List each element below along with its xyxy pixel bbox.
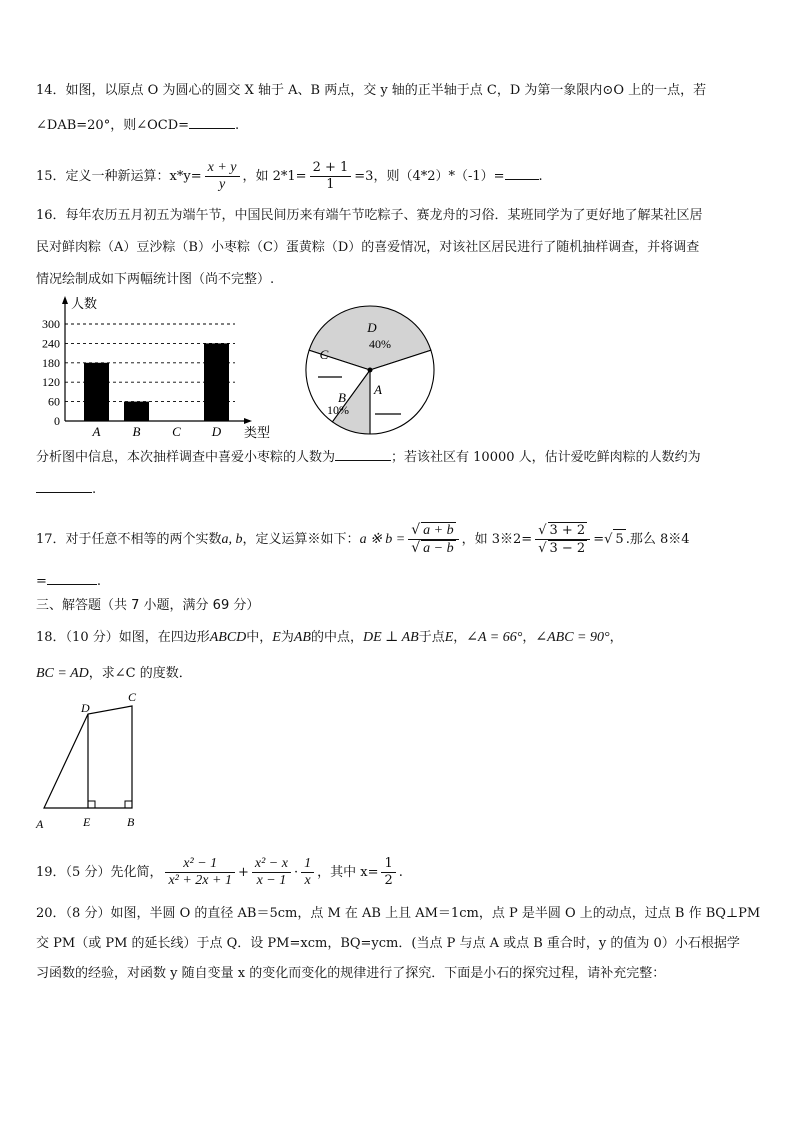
- q19-fraction-4: [381, 856, 395, 889]
- q14-line2: [36, 114, 239, 136]
- bar-chart-x-ticks: [92, 424, 222, 439]
- q14-line2-end: .: [235, 118, 240, 133]
- q16-answer-blank-2[interactable]: [36, 478, 92, 493]
- y-tick-label: 120: [42, 375, 60, 390]
- section-3-title: 三、解答题（共 7 小题，满分 69 分）: [36, 598, 260, 613]
- q14-answer-blank[interactable]: [189, 114, 235, 129]
- label-d: D: [81, 701, 90, 715]
- q17-answer-blank[interactable]: [47, 570, 97, 585]
- pie-label-A: A: [374, 382, 382, 397]
- label-b: B: [127, 815, 135, 829]
- q19-f2-den: x − 1: [256, 873, 287, 888]
- q17-def-fraction: $\frac{√ a + b}{√ a - b}$: [408, 522, 458, 557]
- x-tick-label: A: [92, 424, 101, 439]
- q16-question-line1: [36, 446, 701, 468]
- q19-pre: 19．（5 分）先化简，: [36, 865, 163, 880]
- q15-fraction-2: [310, 160, 352, 193]
- q19-f4-den: 2: [384, 873, 393, 888]
- q16-line1: 16．每年农历五月初五为端午节，中国民间历来有端午节吃粽子、赛龙舟的习俗．某班同学为了更好地了解某社区居: [36, 208, 703, 223]
- q19-f1-den: x² + 2x + 1: [168, 873, 232, 888]
- q18-t4: 于点: [418, 630, 445, 645]
- q15-mid: ，如 2*1=: [242, 169, 307, 184]
- pie-label-C: C: [319, 347, 329, 362]
- pie-label-B: B: [338, 390, 346, 405]
- q15-pre: 15．定义一种新运算：x*y=: [36, 169, 202, 184]
- q17-line1: 17．对于任意不相等的两个实数a, b，定义运算※如下：a ※ b = $\frac{√ a + b}{√ a - b}$ ，如 3※2= $\frac{√ 3 + 2}{√ 3 - 2}$ =√ 5 .那么 8※4: [36, 522, 690, 556]
- pie-percent-B: 10%: [327, 403, 349, 417]
- bar-B: [124, 402, 149, 421]
- q15-answer-blank[interactable]: [505, 165, 539, 180]
- q18-perp: DE ⊥ AB: [363, 630, 419, 645]
- q18-figure: [30, 688, 160, 834]
- q14-line1: 14．如图，以原点 O 为圆心的圆交 X 轴于 A、B 两点，交 y 轴的正半轴于点 C，D 为第一象限内⊙O 上的一点，若: [36, 83, 707, 98]
- right-angle-mark-e: [88, 801, 95, 808]
- label-e: E: [83, 815, 91, 829]
- q19-dot: ·: [293, 865, 299, 880]
- q17-ex-pre: ，如 3※2=: [461, 532, 533, 547]
- q18-t2: 为: [280, 630, 294, 645]
- q18-t5: ，: [453, 630, 467, 645]
- q19-mid: ，其中 x=: [317, 865, 379, 880]
- q17-ex-den: 3 − 2: [549, 541, 586, 556]
- q17-line2: [36, 570, 101, 592]
- q18-t1: 中，: [246, 630, 273, 645]
- q18-quad: ABCD: [209, 630, 247, 645]
- q17-def-lhs: a ※ b =: [359, 532, 406, 547]
- x-tick-label: C: [172, 424, 181, 439]
- y-tick-label: 300: [42, 317, 60, 331]
- q19-fraction-2: [252, 856, 291, 889]
- q18-bc-ad: BC = AD: [36, 666, 89, 681]
- q18-line2: [36, 664, 192, 684]
- q17-vars: a, b: [221, 532, 243, 547]
- q15-end: .: [538, 169, 543, 184]
- x-axis-arrow: [244, 418, 252, 424]
- bar-chart-y-label: 人数: [71, 296, 98, 311]
- bar-chart-x-label: 类型: [244, 425, 271, 440]
- q20-line2: 交 PM（或 PM 的延长线）于点 Q．设 PM=xcm，BQ=ycm．(当点 P 与点 A 或点 B 重合时，y 的值为 0）小石根据学: [36, 936, 740, 951]
- q20-line3: 习函数的经验，对函数 y 随自变量 x 的变化而变化的规律进行了探究．下面是小石的探究过程，请补充完整：: [36, 966, 666, 981]
- y-tick-label: 0: [54, 414, 60, 428]
- q17-mid: ，定义运算※如下：: [242, 532, 360, 547]
- q16-q-pre: 分析图中信息，本次抽样调查中喜爱小枣粽的人数为: [36, 450, 336, 465]
- q16-line3: 情况绘制成如下两幅统计图（尚不完整）.: [36, 272, 275, 287]
- q17-post: .那么 8※4: [625, 532, 690, 547]
- q17-line2-pre: =: [36, 574, 47, 589]
- y-tick-label: 240: [42, 336, 60, 351]
- q16-pie-chart: [300, 302, 440, 442]
- q20-line1: 20．（8 分）如图，半圆 O 的直径 AB＝5cm，点 M 在 AB 上且 AM＝1cm，点 P 是半圆 O 上的动点，过点 B 作 BQ⊥PM: [36, 906, 761, 921]
- label-a: A: [36, 817, 44, 831]
- q14-line2-text: ∠DAB=20°，则∠OCD=: [36, 118, 190, 133]
- q19-line: [36, 856, 403, 889]
- q18-line2-post: ，求∠C 的度数．: [88, 666, 192, 681]
- q15-fraction-1: [205, 160, 240, 193]
- label-c: C: [128, 690, 137, 704]
- x-tick-label: D: [211, 424, 222, 439]
- x-tick-label: B: [132, 424, 141, 439]
- q16-q-end: .: [92, 482, 97, 497]
- q18-e2: E: [444, 630, 454, 645]
- pie-label-D: D: [367, 320, 377, 335]
- y-tick-label: 180: [42, 355, 60, 370]
- bar-D: [204, 343, 229, 421]
- q19-f1-num: x² − 1: [165, 856, 235, 873]
- q17-def-num: a + b: [423, 523, 454, 538]
- q19-f2-num: x² − x: [252, 856, 291, 873]
- q15-f1-den: y: [218, 177, 226, 192]
- q19-end: .: [398, 865, 403, 880]
- q17-line2-post: .: [96, 574, 102, 589]
- q18-pre: 18．（10 分）如图，在四边形: [36, 630, 210, 645]
- right-angle-mark-b: [125, 801, 132, 808]
- pie-center-dot: [368, 368, 373, 373]
- q16-bar-chart: [28, 292, 278, 442]
- q15-f2-den: 1: [326, 177, 335, 192]
- bar-A: [84, 363, 109, 421]
- q19-plus: +: [237, 865, 249, 880]
- q17-pre: 17．对于任意不相等的两个实数: [36, 532, 222, 547]
- q18-angle-a: ∠A = 66°: [466, 630, 523, 645]
- q19-fraction-3: [301, 856, 314, 889]
- q18-t6: ，: [522, 630, 536, 645]
- q18-t7: ，: [609, 630, 623, 645]
- y-axis-arrow: [62, 296, 68, 304]
- q15-post: =3，则（4*2）*（-1）=: [354, 169, 505, 184]
- q18-e: E: [272, 630, 281, 645]
- q16-question-line2: [36, 478, 96, 500]
- q17-ex-eq: =: [593, 532, 605, 547]
- q17-ex-num: 3 + 2: [549, 523, 586, 538]
- y-tick-label: 60: [48, 394, 60, 409]
- q16-q-post: ；若该社区有 10000 人，估计爱吃鲜肉粽的人数约为: [391, 450, 701, 465]
- q19-f3-den: x: [304, 873, 311, 888]
- q19-fraction-1: [165, 856, 235, 889]
- q18-ab: AB: [293, 630, 311, 645]
- q15-f1-num: x + y: [205, 160, 240, 177]
- q16-answer-blank-1[interactable]: [335, 446, 391, 461]
- q17-ex-res: 5: [613, 529, 625, 550]
- q16-line2: 民对鲜肉粽（A）豆沙粽（B）小枣粽（C）蛋黄粽（D）的喜爱情况，对该社区居民进行了随机抽样调查，并将调查: [36, 240, 700, 255]
- q18-t3: 的中点，: [310, 630, 363, 645]
- q15-line: [36, 160, 543, 193]
- q19-f4-num: 1: [381, 856, 395, 873]
- q17-ex-fraction: $\frac{√ 3 + 2}{√ 3 - 2}$: [535, 522, 590, 557]
- pie-percent-D: 40%: [369, 337, 391, 351]
- q18-angle-abc: ∠ABC = 90°: [535, 630, 610, 645]
- q15-f2-num: 2 + 1: [310, 160, 352, 177]
- q17-def-den: a − b: [423, 541, 454, 556]
- q19-f3-num: 1: [301, 856, 314, 873]
- q18-line1: [36, 628, 623, 648]
- bar-chart-y-ticks: [42, 317, 60, 428]
